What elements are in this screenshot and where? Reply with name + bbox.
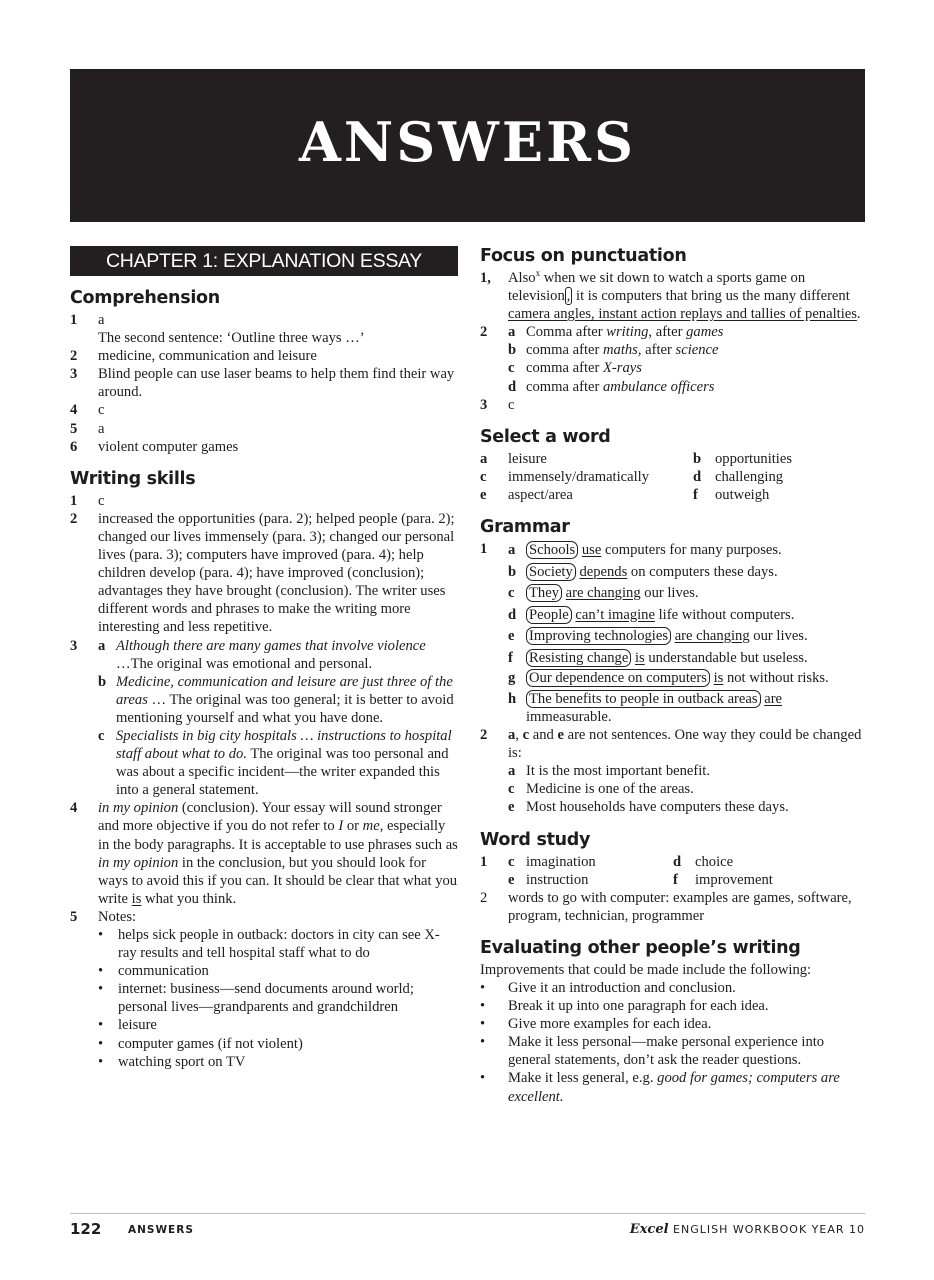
evaluating-list: • Give it an introduction and conclusion. • Break it up into one paragraph for each idea. • Give more examples for each idea. • Make it less personal—make personal experience into general statements, don’t ask the reader questions. • Make it less general, e.g. good for games; computers are excellent. — [480, 979, 840, 1105]
footer-rule — [70, 1213, 865, 1214]
list-item: 2 medicine, communication and leisure — [70, 348, 317, 365]
list-item: 3 Blind people can use laser beams to help them find their way around. — [70, 366, 455, 401]
grammar-heading: Grammar — [480, 517, 570, 538]
left-column — [70, 246, 458, 1071]
notes-list — [98, 926, 458, 1071]
list-item: 4 in my opinion (conclusion). Your essay will sound stronger and more objective if you do not refer to I or me, especially in the body paragraphs. It is acceptable to use phrases such as in my opinion in the conclusion, but you should look for ways to avoid this if you can. It should be clear that what you write is what you think. — [70, 800, 458, 907]
right-column: Focus on punctuation 1, Also$^x$ when we sit down to watch a sports game on television , it is computers that bring us the many different camera angles, instant action replays and tallies of penalties. 2 a Comma after writing, after games b comma after maths, after science c comma after X-rays d comma after ambulance officers 3 c Select a word a leisure b opportunities c immensely/dramatically d challenging e aspect/area f outweigh Grammar 1 a Schools use computers for many purposes. b Society depends on computers these days. c They are changing our lives. d People can’t imagine life without computers. e Improving technologies are changing our lives. f Resisting change is understandable but useless. g Our dependence on computers is not without risks. h The benefits to people in outback areas are immeasurable. 2 a, c and e are not sentences. One way they could be changed is: a It is the most important benefit. c Medicine is one of the areas. e Most households have computers these days. Word study 1 c imagination d choice e instruction f improvement 2 words to go with computer: examples are games, software, program, technician, programmer Evaluating other people’s writing Improvements that could be made include the following: • Give it an introduction and conclusion. • Break it up into one paragraph for each idea. • Give more examples for each idea. • Make it less personal—make personal experience into general statements, don’t ask the reader questions. • Make it less general, e.g. good for games; computers are excellent. — [480, 246, 868, 1106]
comprehension-list — [70, 311, 458, 456]
list-item: 2 words to go with computer: examples are games, software, program, technician, programmer — [480, 889, 852, 924]
punctuation-heading: Focus on punctuation — [480, 246, 687, 266]
bullet-item: • internet: business—send documents around world; personal lives—grandparents and grandchildren — [98, 981, 414, 1016]
bullet-item: • computer games (if not violent) — [98, 1035, 303, 1052]
brand-logo: Excel — [629, 1222, 669, 1237]
list-item: 1 c — [70, 492, 105, 509]
list-item: 3 a Although there are many games that involve violence …The original was emotional and personal. b Medicine, communication and leisure are just three of the areas … The original was too general; it is better to avoid mentioning yourself and what you have done. c Specialists in big city hospitals … instructions to hospital staff about what to do. The original was too personal and was about a specific incident—the writer expanded this into a general statement. — [70, 637, 458, 800]
list-item: 1 c imagination d choice e instruction f improvement — [480, 853, 773, 888]
list-item: 1 a — [70, 312, 105, 328]
chapter-title: CHAPTER 1: EXPLANATION ESSAY — [70, 246, 458, 276]
list-item: 1, Also$^x$ when we sit down to watch a sports game on television , it is computers that bring us the many different camera angles, instant action replays and tallies of penalties. — [480, 268, 861, 323]
page-number: 122 — [70, 1220, 102, 1238]
list-item: 5 Notes: — [70, 908, 137, 925]
bullet-item: • communication — [98, 963, 209, 980]
bullet-item: • leisure — [98, 1017, 157, 1034]
sub-item: c Specialists in big city hospitals … instructions to hospital staff about what to do. The original was too personal and was about a specific incident—the writer expanded this into a general statement. — [98, 727, 452, 799]
select-grid: a leisure b opportunities c immensely/dramatically d challenging e aspect/area f outweigh — [480, 450, 793, 503]
list-item: 3 c — [480, 396, 515, 413]
evaluating-intro: Improvements that could be made include the following: — [480, 961, 812, 978]
footer-section: ANSWERS — [128, 1224, 194, 1236]
list-item: 5 a — [70, 420, 105, 437]
list-item: 2 a Comma after writing, after games b comma after maths, after science c comma after X-rays d comma after ambulance officers — [480, 324, 724, 395]
sub-item: b Medicine, communication and leisure are just three of the areas … The original was too general; it is better to avoid mentioning yourself and what you have done. — [98, 673, 454, 726]
bullet-item: • helps sick people in outback: doctors in city can see X-ray results and tell hospital staff what to do — [98, 927, 440, 962]
select-a-word-heading: Select a word — [480, 426, 611, 447]
list-item: 4 c — [70, 402, 105, 419]
word-study-heading: Word study — [480, 829, 591, 850]
writing-skills-heading: Writing skills — [70, 468, 196, 489]
list-item: 1 a Schools use computers for many purposes. b Society depends on computers these days. c They are changing our lives. d People can’t imagine life without computers. e Improving technologies are changing our lives. f Resisting change is understandable but useless. g Our dependence on computers is not without risks. h The benefits to people in outback areas are immeasurable. — [480, 541, 829, 726]
footer-book-title: Excel ENGLISH WORKBOOK YEAR 10 — [629, 1222, 865, 1237]
list-item: 6 violent computer games — [70, 438, 239, 455]
list-item: 2 increased the opportunities (para. 2); helped people (para. 2); changed our lives immensely (para. 3); changed our personal lives (para. 3); computers have improved (para. 4); help children develop (para. 4); have improved (conclusion); advantages they have brought (conclusion). The writer uses different words and phrases to make the writing more interesting and less repetitive. — [70, 510, 455, 636]
banner-title: ANSWERS — [299, 110, 636, 174]
answers-banner — [70, 69, 865, 222]
list-item-detail: The second sentence: ‘Outline three ways …’ — [98, 330, 365, 347]
comprehension-heading: Comprehension — [70, 288, 220, 308]
sub-answers — [98, 637, 458, 800]
list-item: 2 a, c and e are not sentences. One way they could be changed is: — [480, 727, 862, 762]
evaluating-heading: Evaluating other people’s writing — [480, 937, 801, 958]
bullet-item: • watching sport on TV — [98, 1053, 246, 1070]
sub-item: a Although there are many games that involve violence …The original was emotional and personal. — [98, 637, 426, 672]
